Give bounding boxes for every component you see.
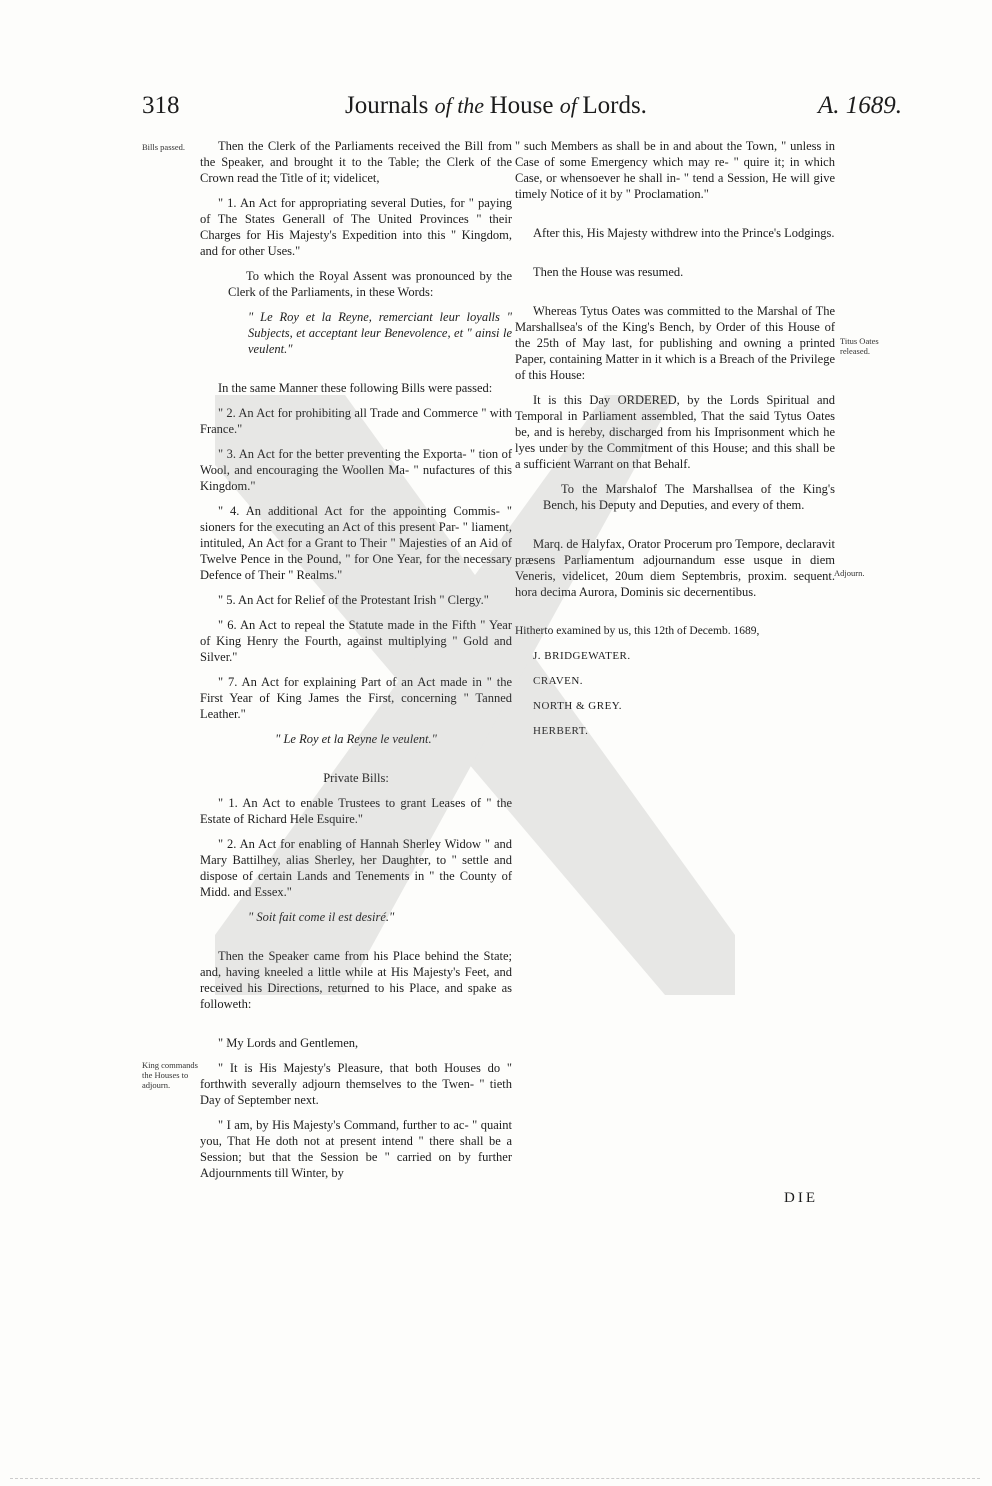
signatory: HERBERT. xyxy=(533,725,589,737)
margin-note-bills-passed: Bills passed. xyxy=(142,142,185,152)
examined-line: Hitherto examined by us, this 12th of Decemb. 1689, xyxy=(515,625,760,637)
adjournment-paragraph: Marq. de Halyfax, Orator Procerum pro Tempore, declaravit præsens Parliamentum adjournandum esse usque in diem Veneris, videlicet, 20um diem Septembris, proxim. sequent. hora decima Aurora, Dominis sic decernentibus. xyxy=(515,537,835,599)
signatory: J. BRIDGEWATER. xyxy=(533,650,631,662)
royal-assent-formula: " Le Roy et la Reyne le veulent." xyxy=(275,732,437,746)
bill-entry: " 3. An Act for the better preventing the Exporta- " tion of Wool, and encouraging the Woollen Ma- " nufactures of this Kingdom." xyxy=(200,447,512,493)
royal-assent-formula: " Soit fait come il est desiré." xyxy=(248,910,395,924)
left-column xyxy=(200,138,512,1190)
paragraph: Then the Clerk of the Parliaments received the Bill from the Speaker, and brought it to the Table; the Clerk of the Crown read the Title of it; videlicet, xyxy=(200,139,512,185)
speech-salutation: " My Lords and Gentlemen, xyxy=(218,1036,359,1050)
page-number: 318 xyxy=(142,92,180,119)
paragraph: Then the House was resumed. xyxy=(533,265,684,279)
year-label: A. 1689. xyxy=(818,92,903,119)
order-paragraph: It is this Day ORDERED, by the Lords Spiritual and Temporal in Parliament assembled, That the said Tytus Oates be, and is hereby, discharged from his Imprisonment which he lyes under by the Commitment of this House; and this shall be a sufficient Warrant on that Behalf. xyxy=(515,393,835,471)
bill-entry: " 4. An additional Act for the appointing Commis- " sioners for the executing an Act of this present Par- " liament, intituled, An Act for a Grant to Their " Majesties of an Aid of Twelve Pence in the Pound, " for One Year, for the necessary Defence of Their " Realms." xyxy=(200,504,512,582)
signatory: NORTH & GREY. xyxy=(533,700,623,712)
warrant-address: To the Marshalof The Marshallsea of the King's Bench, his Deputy and Deputies, and every of them. xyxy=(543,482,835,512)
royal-assent-formula: " Le Roy et la Reyne, remerciant leur loyalls " Subjects, et acceptant leur Benevolence, et " ainsi le veulent." xyxy=(248,310,512,356)
margin-note-titus-oates: Titus Oates released. xyxy=(840,336,879,356)
section-heading: Private Bills: xyxy=(323,771,389,785)
paragraph: Then the Speaker came from his Place behind the State; and, having kneeled a little while at His Majesty's Feet, and received his Directions, returned to his Place, and spake as followeth: xyxy=(200,949,512,1011)
paragraph: To which the Royal Assent was pronounced by the Clerk of the Parliaments, in these Words: xyxy=(228,269,512,299)
speech-paragraph: " such Members as shall be in and about the Town, " unless in Case of some Emergency which may re- " quire it; in which Case, or whensoever he shall in- " tend a Session, He will give timely Notice of it by " Proclamation." xyxy=(515,139,835,201)
paragraph: After this, His Majesty withdrew into the Prince's Lodgings. xyxy=(533,226,835,240)
bill-entry: " 6. An Act to repeal the Statute made in the Fifth " Year of King Henry the Fourth, against multiplying " Gold and Silver." xyxy=(200,618,512,664)
signatory: CRAVEN. xyxy=(533,675,584,687)
bill-entry: " 2. An Act for enabling of Hannah Sherley Widow " and Mary Battilhey, alias Sherley, her Daughter, to " settle and dispose of certain Lands and Tenements in " the County of Midd. and Essex." xyxy=(200,837,512,899)
catchword: DIE xyxy=(784,1190,818,1206)
paragraph: In the same Manner these following Bills were passed: xyxy=(218,381,493,395)
bill-entry: " 5. An Act for Relief of the Protestant Irish " Clergy." xyxy=(218,593,489,607)
margin-note-adjourn: Adjourn. xyxy=(834,568,865,578)
bill-entry: " 2. An Act for prohibiting all Trade and Commerce " with France." xyxy=(200,406,512,436)
speech-paragraph: " It is His Majesty's Pleasure, that both Houses do " forthwith severally adjourn themselves to the Twen- " tieth Day of September next. xyxy=(200,1061,512,1107)
bill-entry: " 7. An Act for explaining Part of an Act made in " the First Year of King James the First, concerning " Tanned Leather." xyxy=(200,675,512,721)
paragraph: Whereas Tytus Oates was committed to the Marshal of The Marshallsea's of the King's Bench, by Order of this House of the 25th of May last, for publishing and owning a printed Paper, containing Matter in it which is a Breach of the Privilege of this House: xyxy=(515,304,835,382)
margin-note-king-commands: King commands the Houses to adjourn. xyxy=(142,1060,198,1090)
signatory-list xyxy=(515,648,835,739)
bill-entry: " 1. An Act to enable Trustees to grant Leases of " the Estate of Richard Hele Esquire." xyxy=(200,796,512,826)
bill-entry: " 1. An Act for appropriating several Duties, for " paying of The States Generall of The United Provinces " their Charges for His Majesty's Expedition into this " Kingdom, and for other Uses." xyxy=(200,196,512,258)
page-edge-rule xyxy=(10,1478,980,1479)
right-column xyxy=(515,138,835,748)
speech-paragraph: " I am, by His Majesty's Command, further to ac- " quaint you, That He doth not at present intend " there shall be a Session; but that the Session be " carried on by further Adjournments till Winter, by xyxy=(200,1118,512,1180)
running-title: Journals of the House of Lords. xyxy=(345,92,647,119)
page-header xyxy=(0,92,992,132)
